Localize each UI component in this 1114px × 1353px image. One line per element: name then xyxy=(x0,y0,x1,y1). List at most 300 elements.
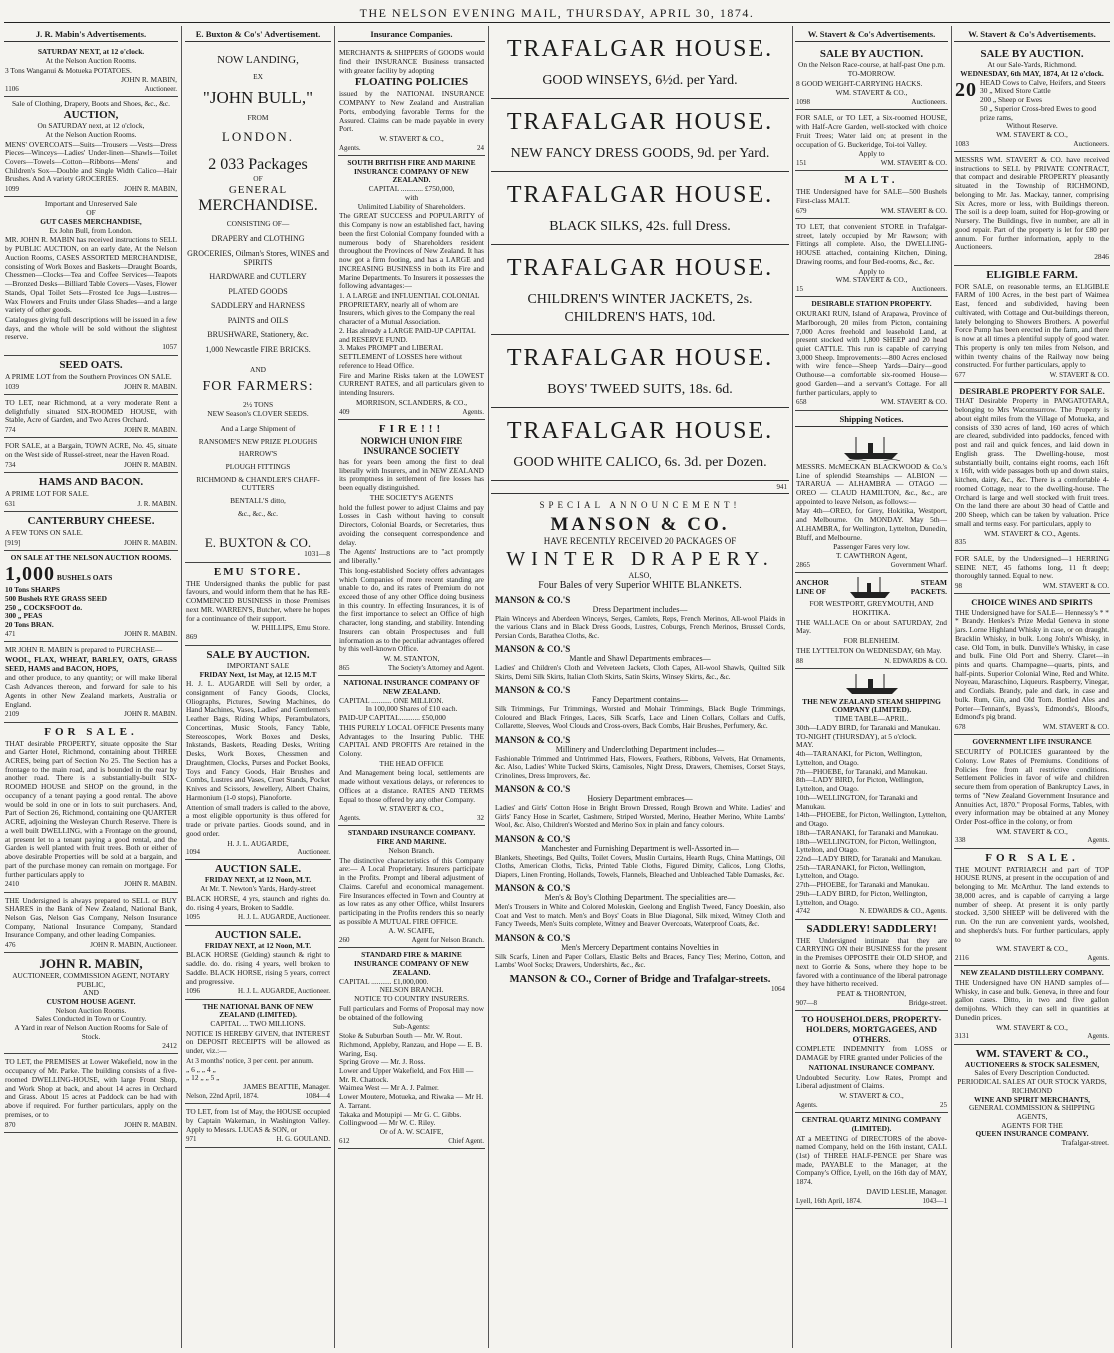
ad-seed-oats xyxy=(4,356,178,395)
manson-section-sub: Dress Department includes— xyxy=(592,604,688,614)
ad-sailing-list xyxy=(796,724,947,907)
ad-cheese xyxy=(4,512,178,551)
column-stavert-1 xyxy=(795,26,948,1348)
ad-item: SADDLERY and HARNESS xyxy=(211,301,305,311)
ad-clothing-sale xyxy=(4,97,178,197)
ad-agent: Waimea West — Mr A. J. Palmer. xyxy=(339,1083,439,1093)
ad-number: 24 xyxy=(477,143,484,152)
ad-item: PAINTS and OILS xyxy=(227,315,289,325)
ad-body: SECURITY of POLICIES guaranteed by the Colony. Low Rates of Premiums. Conditions of Policies free from all restrictive conditions. Settlement Policies in favor of wife and children secure them from operation of Bankruptcy Laws, in terms of "New Zealand Government Insurance and Annuities Act, 1870." Proposal Forms, Tables, with every information may be obtained at any Money Order Post-office in the colony, or from xyxy=(955,747,1109,826)
ad-title: GOVERNMENT LIFE INSURANCE xyxy=(972,737,1092,747)
ad-hams xyxy=(4,473,178,512)
manson-section xyxy=(495,784,785,829)
ad-agent: Richmond, Appleby, Ranzau, and Hope — E. B. Waring, Esq. xyxy=(339,1039,483,1058)
ad-sailing: 29th—LADY BIRD, for Picton, Wellington, Lyttelton, and Otago. xyxy=(796,888,928,907)
trafalgar-house-ad xyxy=(491,26,789,99)
ad-title: CENTRAL QUARTZ MINING COMPANY (LIMITED). xyxy=(801,1115,942,1133)
ad-number: 25 xyxy=(940,1100,947,1109)
ad-role: Agents. xyxy=(339,814,361,823)
ad-capital: CAPITAL ........... ONE MILLION. xyxy=(339,695,444,705)
masthead: THE NELSON EVENING MAIL, THURSDAY, APRIL 30, 1874. xyxy=(359,6,755,20)
ad-role: Auctioneers. xyxy=(911,98,947,107)
ad-ex: EX xyxy=(253,72,263,82)
ad-role: Auctioneers. xyxy=(1073,139,1109,148)
ad-advantage: 3. Makes PROMPT and LIBERAL SETTLEMENT of LOSSES here without reference to Head Office. xyxy=(339,343,463,370)
manson-section-sub: Hosiery Department embraces— xyxy=(587,794,693,804)
ad-body: A PRIME LOT from the Southern Provinces ON SALE. xyxy=(5,371,172,381)
ad-body: BLACK HORSE (Gelding) staunch & right to saddle. do. do. rising 4 years, well broken to Saddle. BLACK HORSE, rising 5 years, correct and progressive. xyxy=(186,950,330,986)
ad-body-2: And Management being local, settlements are made without vexatious delays, or references to Offices at a distance. RATES AND TERMS Equal to those offered by any other Company. xyxy=(339,768,484,804)
ad-signature: JOHN R. MABIN. xyxy=(124,629,177,638)
ad-role: Auctioneers. xyxy=(911,285,947,294)
manson-section-head: MANSON & CO.'S xyxy=(495,833,571,844)
ad-place: At Mr. T. Newton's Yards, Hardy-street xyxy=(200,884,316,894)
ad-instructions: The Agents' Instructions are to "act promptly and liberally." xyxy=(339,547,484,566)
ad-items: WOOL, FLAX, WHEAT, BARLEY, OATS, GRASS SEED, HAMS and BACON, HOPS, xyxy=(5,654,177,673)
ad-capital: CAPITAL ............ £750,000, xyxy=(368,184,455,194)
ad-body: TO LET, the PREMISES at Lower Wakefield, now in the occupancy of Mr. Parke. The building consists of a five-roomed DWELLING-HOUSE, with large Front Shop, and Work Shop at back, and about 14 acres in Orchard and Grass. About 15 acres at Paddock can be had with above if required. For further particulars, apply on the premises, or to xyxy=(5,1057,177,1119)
ad-title: SALE BY AUCTION. xyxy=(206,648,310,661)
ad-signature: A. W. SCAIFE, xyxy=(388,926,435,936)
trafalgar-house-ad xyxy=(491,408,789,481)
ad-company: NATIONAL INSURANCE COMPANY. xyxy=(808,1062,935,1072)
ad-note: Undoubted Security. Low Rates, Prompt and Liberal adjustment of Claims. xyxy=(796,1072,947,1091)
ad-signature: JOHN R. MABIN. xyxy=(124,710,177,719)
ad-apply: Apply to xyxy=(858,149,885,159)
ad-title: AUCTION SALE. xyxy=(214,928,302,941)
ad-six-roomed-house xyxy=(795,110,948,171)
manson-section-sub: Men's Mercery Department contains Novelties in xyxy=(561,942,719,952)
ad-number: 1106 xyxy=(5,85,19,94)
ad-line: 20 Tons BRAN. xyxy=(5,620,54,630)
ad-when: WEDNESDAY, 6th MAY, 1874, At 12 o'clock. xyxy=(960,68,1104,78)
ad-rate: At 3 months' notice, 3 per cent. per annum. xyxy=(186,1055,314,1065)
ad-body: 3 Tons Wanganui & Motueka POTATOES. xyxy=(5,65,132,75)
ad-body: H. J. L. AUGARDE will Sell by order, a consignment of Fancy Goods, Clocks, Oliographs, Pictures, Sewing Machines, do Hand Machines, Vases, Ladies' and Gentlemen's Leather Bags, Riding Whips, Perambulators, Concertinas, Music Stools, Fancy Table, Stereoscopes, Work Boxes and Desks, Inkstands, Baskets, Reading Desks, Writing Desks, Work Boxes, Chessmen and Draughtmen, Clocks, Purses and Pocket Books, Toys and Fancy Goods, Hair Brushes and Combs, Lustres and Vases, Cruet Stands, Pocket Knives and Scissors, Jewellery, Albert Chains, Harmonium (1-0 stops), Pianoforte. xyxy=(186,679,330,802)
ad-government-life xyxy=(954,735,1110,848)
trafalgar-ad-list xyxy=(491,26,789,481)
ad-role: Chief Agent. xyxy=(448,1136,484,1145)
card-office: Nelson Auction Rooms. xyxy=(55,1005,127,1015)
trafalgar-offer: GOOD WHITE CALICO, 6s. 3d. per Dozen. xyxy=(513,455,767,471)
ad-anchor-packets: PACKETS. xyxy=(910,587,947,597)
ad-received: HAVE RECENTLY RECEIVED 20 PACKAGES OF xyxy=(543,535,737,546)
card-sales: Sales of Every Description Conducted. xyxy=(974,1068,1090,1078)
ad-number: 260 xyxy=(339,936,350,945)
ad-number: 869 xyxy=(186,632,198,642)
ad-role: The Society's Attorney and Agent. xyxy=(388,663,484,672)
ad-number: 1096 xyxy=(186,987,200,996)
ad-title: FOR SALE. xyxy=(985,851,1079,864)
ad-title: FLOATING POLICIES xyxy=(354,76,469,89)
ad-winter-drapery: WINTER DRAPERY. xyxy=(506,547,774,570)
manson-section xyxy=(495,883,785,928)
ad-agent: Lower Moutere, Motueka, and Riwaka — Mr H. A. Tarrant. xyxy=(339,1092,484,1110)
card-general: GENERAL COMMISSION & SHIPPING AGENTS, xyxy=(969,1103,1095,1122)
ad-role: Government Wharf. xyxy=(890,560,947,569)
ad-oats-sale xyxy=(4,551,178,642)
ad-body: has for years been among the first to deal liberally with Insurers, and in NEW ZEALAND its promptness in settlement of fire losses has been equally distinguished. xyxy=(339,456,484,493)
ad-title: CHOICE WINES AND SPIRITS xyxy=(971,597,1093,608)
ad-wallace: THE WALLACE On or about SATURDAY, 2nd May. xyxy=(796,617,947,636)
ad-role: Agents. xyxy=(1087,836,1109,845)
column-trafalgar-manson xyxy=(491,26,789,1348)
ad-consisting: CONSISTING OF— xyxy=(226,219,290,229)
ad-distillery xyxy=(954,966,1110,1044)
ad-destination: FOR WESTPORT, GREYMOUTH, AND HOKITIKA. xyxy=(809,599,934,617)
ad-heading: AUCTION, xyxy=(63,109,119,122)
ad-number: 2412 xyxy=(162,1040,177,1050)
ad-reserve: Without Reserve. xyxy=(1006,121,1058,131)
ad-when: FRIDAY Next, 1st May, at 12.15 M.T xyxy=(199,669,317,679)
ad-etc: &c., &c., &c. xyxy=(237,508,279,518)
ad-number: 2865 xyxy=(796,560,810,569)
ad-number: 1057 xyxy=(162,342,177,352)
ad-packages: 2 033 Packages xyxy=(208,155,308,173)
ad-signature: J. R. MABIN. xyxy=(137,499,177,508)
ad-title: SEED OATS. xyxy=(59,358,123,371)
ad-line: 250 „ COCKSFOOT do. xyxy=(5,602,83,612)
ad-signature: JOHN R. MABIN. xyxy=(124,1120,177,1129)
ad-buxton-landing xyxy=(185,45,331,563)
ad-number: 1098 xyxy=(796,98,810,107)
steamship-icon xyxy=(844,674,900,696)
ad-signature: W. STAVERT & CO., xyxy=(379,804,444,814)
ad-body: AT a MEETING of DIRECTORS of the above-named Company, held on the 16th instant, CALL (1st) of THREE HALF-PENCE per Share was made, PAYABLE to the Manager, at the Company's Office, Lyell, on the 16th day of MAY, 1874. xyxy=(796,1133,947,1187)
ad-big-unit: BUSHELS OATS xyxy=(56,572,113,582)
ad-number: 677 xyxy=(955,371,966,380)
ad-title: SALE BY AUCTION. xyxy=(819,48,924,61)
ad-of: OF xyxy=(86,208,96,218)
shipping-header: Shipping Notices. xyxy=(795,411,948,427)
ad-line: 500 Bushels RYE GRASS SEED xyxy=(5,594,108,603)
ad-branch: NELSON BRANCH. xyxy=(379,985,444,995)
ad-pangatotara xyxy=(954,383,1110,551)
ad-notice: NOTICE TO COUNTRY INSURERS. xyxy=(354,994,469,1004)
ad-richmond-property xyxy=(954,152,1110,266)
ad-body: THE Undersigned intimate that they are CARRYING ON their BUSINESS for the present in the Premises OPPOSITE their OLD SHOP, and next to Gorrie & Sons, where they hope to be favored with a continuance of the liberal patronage they have hitherto received. xyxy=(796,935,947,989)
manson-section-body: Ladies' and Girls' Cotton Hose in Bright Brown Dressed, Rough Brown and White. Ladies' and Girls' Fancy Hose in Scarlet, Cashmere, Striped Worsted, Merino, Heather Merino, White Lambs' Wool, &c. Also, Children's Worsted and Merino Sox in plain and fancy colours. xyxy=(495,804,785,830)
card-agent: CUSTOM HOUSE AGENT. xyxy=(46,997,136,1006)
ad-body: THE Undersigned have ON HAND samples of— Whisky, in case and bulk. Geneva, in three and four gallon cases. Ditto, in two and five gallon demijohns. Which they can sell in quantities at Dunedin prices. xyxy=(955,977,1109,1022)
column-header: Insurance Companies. xyxy=(338,26,485,42)
ad-note: Attention of small traders is called to the above, a most eligible opportunity is thus offered for trade or private parties. Goods sound, and in good order. xyxy=(186,802,330,838)
ad-number: 1084—4 xyxy=(305,1091,330,1100)
ad-number: 4742 xyxy=(796,907,810,916)
ad-signature: JOHN R. MABIN. xyxy=(124,382,177,391)
manson-section-head: MANSON & CO.'S xyxy=(495,685,571,696)
trafalgar-offer: NEW FANCY DRESS GOODS, 9d. per Yard. xyxy=(510,146,770,162)
ad-auction-horses-1 xyxy=(185,860,331,925)
ad-eligible-farm xyxy=(954,266,1110,384)
ad-number: 1043—1 xyxy=(922,1196,947,1205)
ad-item: BRUSHWARE, Stationery, &c. xyxy=(207,330,309,340)
ad-signature: W. M. STANTON, xyxy=(383,654,440,664)
ad-signature: MORRISON, SCLANDERS, & CO., xyxy=(355,397,468,407)
ad-signature: Or of A. W. SCAIFE, xyxy=(379,1127,444,1137)
ad-number: 409 xyxy=(339,407,350,416)
ad-signature: JOHN R. MABIN. xyxy=(124,538,177,547)
ad-role: Auctioneer. xyxy=(144,85,177,94)
ad-corner: MANSON & CO., Corner of Bridge and Trafalgar-streets. xyxy=(509,973,771,985)
ad-anchor-right: STEAM xyxy=(920,578,947,588)
trafalgar-house-ad xyxy=(491,99,789,172)
ad-body: NOTICE IS HEREBY GIVEN, that INTEREST on DEPOSIT RECEIPTS will be allowed as under, viz.:— xyxy=(186,1028,330,1056)
ad-date: Lyell, 16th April, 1874. xyxy=(796,1196,862,1205)
ad-farmers: FOR FARMERS: xyxy=(202,378,314,394)
ad-signature: WM. STAVERT & CO. xyxy=(880,158,947,167)
ad-liability: Unlimited Liability of Shareholders. xyxy=(357,201,466,211)
manson-section xyxy=(495,735,785,780)
ad-title: FOR SALE. xyxy=(44,725,138,738)
column-stavert-2 xyxy=(954,26,1110,1348)
ad-harrows: HARROW'S xyxy=(238,449,278,459)
ad-agent: Stoke & Suburban South — Mr. W. Rout. xyxy=(339,1031,463,1041)
ad-body: COMPLETE INDEMNITY from LOSS or DAMAGE by FIRE granted under Policies of the xyxy=(796,1044,947,1063)
ad-body: THE MOUNT PATRIARCH and part of TOP HOUSE RUNS, at present in the occupation of and belonging to Mr. McArthur. The land extends to 38,000 acres, and is capable of carrying a large number of sheep. At present it is only partly stocked. 3,500 SHEEP will be delivered with the run. On the run are convenient yards, woolshed, and shepherds's huts. For further particulars, apply to xyxy=(955,864,1109,944)
ad-signature: W. STAVERT & CO., xyxy=(379,133,444,143)
manson-section-sub: Mantle and Shawl Departments embraces— xyxy=(569,654,711,664)
ad-firm: E. BUXTON & CO. xyxy=(204,534,312,550)
ad-title: ELIGIBLE FARM. xyxy=(986,268,1078,281)
ad-number: 658 xyxy=(796,398,807,407)
trafalgar-title: TRAFALGAR HOUSE. xyxy=(506,181,774,208)
ad-mount-patriarch xyxy=(954,849,1110,967)
ad-agents-head: Sub-Agents: xyxy=(393,1022,430,1032)
ad-note: Catalogues giving full descriptions will be issued in a few days, and the whole will be sold without the slightest reserve. xyxy=(5,314,177,342)
ad-when: On SATURDAY next, at 12 o'clock, xyxy=(37,121,145,131)
ad-anchor-left: ANCHOR xyxy=(796,578,829,588)
ad-item: 1,000 Newcastle FIRE BRICKS. xyxy=(205,344,311,354)
ad-title: AUCTION SALE. xyxy=(214,863,302,876)
ad-line: 10 Tons SHARPS xyxy=(5,585,61,595)
ad-number: 471 xyxy=(5,629,16,638)
ad-body: MERCHANTS & SHIPPERS of GOODS would find their INSURANCE Business transacted with greater facility by adopting xyxy=(339,48,484,75)
ad-and: AND xyxy=(249,365,266,375)
ad-also: ALSO, xyxy=(628,570,652,580)
ad-body-2: issued by the NATIONAL INSURANCE COMPANY to New Zealand and Australian Ports, embodying favorable Terms for the Assured. Claims can be made payable in every Port. xyxy=(339,89,484,134)
ad-title: STANDARD FIRE & MARINE INSURANCE COMPANY OF NEW ZEALAND. xyxy=(354,950,469,977)
manson-section-sub: Fancy Department contains— xyxy=(592,695,688,705)
ad-intro: MR JOHN R. MABIN is prepared to PURCHASE— xyxy=(5,645,163,655)
ad-signature: WM. STAVERT & CO., xyxy=(835,88,908,98)
ad-number: 679 xyxy=(796,206,807,215)
ad-item: HARDWARE and CUTLERY xyxy=(209,272,307,282)
manson-section xyxy=(495,933,785,970)
ad-body: THAT Desirable Property in PANGATOTARA, belonging to Mrs Wacomsurrow. The Property is about eight miles from the Village of Motueka, and consists of 330 acres of land, 160 acres of which are cleared, subdivided into paddocks, fenced with post and rail and quick fences, and laid down in English grass. The Dwelling-house, most substantially built, contains eight rooms, each 16ft x 16ft, with wide passages both up and down stairs, kitchen, dairy, &c., &c. There is a comfortable 4-roomed Cottage, near to the dwelling-house. The Orchard is large and well stocked with fruit trees. On the land there are about 30 head of Cattle and 200 Sheep, which can be taken by valuation. Price small and terms easy. For particulars, apply to xyxy=(955,396,1109,528)
ad-signature: N. EDWARDS & CO. xyxy=(884,656,947,665)
ad-london: LONDON. xyxy=(221,128,295,144)
trafalgar-title: TRAFALGAR HOUSE. xyxy=(506,417,774,444)
card-street: Trafalgar-street. xyxy=(1061,1138,1109,1148)
ad-line: 200 „ Sheep or Ewes xyxy=(980,95,1042,105)
ad-clover: NEW Season's CLOVER SEEDS. xyxy=(207,409,309,419)
ad-lyttelton: THE LYTTELTON On WEDNESDAY, 6th May. xyxy=(796,645,942,655)
ad-agent: Lower and Upper Wakefield, and Fox Hill — Mr. R. Chattock. xyxy=(339,1065,474,1084)
ad-signature: DAVID LESLIE, Manager. xyxy=(866,1186,947,1196)
ad-role: Auctioneer. xyxy=(297,848,330,857)
ad-special: SPECIAL ANNOUNCEMENT! xyxy=(539,499,741,510)
ad-body: A FEW TONS ON SALE. xyxy=(5,527,83,537)
ad-body: Full particulars and Forms of Proposal may now be obtained of the following xyxy=(339,1003,484,1022)
ad-role: Agents. xyxy=(1087,1032,1109,1041)
ad-signature: JOHN R. MABIN, Auctioneer. xyxy=(90,941,177,950)
ad-title: ON SALE AT THE NELSON AUCTION ROOMS. xyxy=(10,552,172,562)
manson-section-sub: Manchester and Furnishing Department is well-Assorted in— xyxy=(541,843,739,853)
ad-paid: PAID-UP CAPITAL........... £50,000 xyxy=(339,713,446,723)
ad-number: 15 xyxy=(796,285,803,294)
ad-number: 338 xyxy=(955,836,966,845)
ad-title: NORWICH UNION FIRE INSURANCE SOCIETY xyxy=(360,435,463,457)
ad-saddlery xyxy=(795,920,948,1011)
ad-capital: CAPITAL ... TWO MILLIONS. xyxy=(210,1019,306,1028)
ad-title: DESIRABLE PROPERTY FOR SALE. xyxy=(959,386,1105,397)
ad-signature: H. J. L. AUGARDE, Auctioneer. xyxy=(238,987,330,996)
ad-signature: WM. STAVERT & CO. xyxy=(1042,582,1109,591)
ad-stavert-card xyxy=(954,1045,1110,1151)
card-name: JOHN R. MABIN, xyxy=(39,956,143,972)
ad-sailing: 27th—PHOEBE, for Taranaki and Manukau. xyxy=(796,880,930,890)
column-header: J. R. Mabin's Advertisements. xyxy=(4,26,178,42)
ad-number: 734 xyxy=(5,460,16,469)
card-wine: WINE AND SPIRIT MERCHANTS, xyxy=(973,1094,1091,1104)
ad-national-insurance xyxy=(338,676,485,826)
ad-line: HEAD Cows to Calve, Heifers, and Steers xyxy=(980,77,1106,87)
ad-signature: WM. STAVERT & CO. xyxy=(880,398,947,407)
card-queen: QUEEN INSURANCE COMPANY. xyxy=(975,1129,1089,1139)
ad-number: 1064 xyxy=(771,984,785,993)
ad-wines-spirits xyxy=(954,594,1110,735)
ad-note: Passenger Fares very low. xyxy=(833,542,910,552)
ad-hacks-sale xyxy=(795,45,948,110)
ad-south-british xyxy=(338,156,485,420)
ad-agent: Takaka and Motupipi — Mr G. C. Gibbs. xyxy=(339,1109,462,1119)
ad-signature: WM. STAVERT & CO. xyxy=(880,206,947,215)
ad-body: MESSRS WM. STAVERT & CO. have received instructions to SELL by PRIVATE CONTRACT, that compact and desirable PROPERTY pleasantly situated in the Township of RICHMOND, belonging to Mr. Jas. Mackay, tanner, comprising Six Acres, more or less, with Buildings thereon. The soil is a deep loam, suited for Hop-growing or Nursery. The Buildings, five in number, are all in good repair. Part of the property is let for £80 per annum. For further information, apply to the Auctioneers. xyxy=(955,154,1109,252)
ad-subtitle: THE SOCIETY'S AGENTS xyxy=(369,492,454,502)
ad-sailing: 8th—LADY BIRD, for Picton, Wellington, Lyttelton, and Otago. xyxy=(796,775,924,794)
ad-purchase xyxy=(4,642,178,722)
ad-householders xyxy=(795,1011,948,1113)
ad-number: 678 xyxy=(955,723,966,732)
ad-signature: WM. STAVERT & CO., xyxy=(835,275,908,285)
ad-lower-wakefield xyxy=(4,1054,178,1132)
manson-section-body: Silk Trimmings, Fur Trimmings, Worsted and Mohair Trimmings, Black Bugle Trimmings, Coloured and Black Fringes, Laces, Silk Scarfs, Lace and Linen Collars, Collars and Cuffs, Collarette, Sleeves, Wool Clouds and Cross-overs, Back Combs, Hair Brushes, Perfumery, &c. xyxy=(495,705,785,731)
ad-signature: H. J. L. AUGARDE, xyxy=(227,838,289,848)
ad-signature: WM. STAVERT & CO., xyxy=(996,826,1068,836)
manson-section xyxy=(495,834,785,879)
ad-mcmeckan xyxy=(795,430,948,573)
ad-line: 300 „ PEAS xyxy=(5,611,43,621)
ad-title: NATIONAL INSURANCE COMPANY OF NEW ZEALAND. xyxy=(343,678,480,696)
ad-body-2: hold the fullest power to adjust Claims and pay Losses in Cash without having to consult Directors, Colonial Boards, or Secretaries, thus avoiding the consequent correspondence and delay. xyxy=(339,502,484,547)
ad-fire: FIRE!!! xyxy=(378,422,445,435)
ad-place: On the Nelson Race-course, at half-past One p.m. TO-MORROW. xyxy=(798,60,945,78)
ad-number: 1083 xyxy=(955,139,969,148)
ad-body: THE Undersigned have for SALE—500 Bushels First-class MALT. xyxy=(796,187,947,205)
column-header: E. Buxton & Co's' Advertisement. xyxy=(185,26,331,42)
ad-number: 88 xyxy=(796,656,803,665)
ad-sailing: 14th—PHOEBE, for Picton, Wellington, Lyttelton, and Otago. xyxy=(796,810,947,829)
ad-item-list xyxy=(186,234,330,354)
ad-shares: In 100,000 Shares of £10 each. xyxy=(365,704,458,714)
ad-when: FRIDAY NEXT, at 12 Noon, M.T. xyxy=(204,940,312,950)
ad-place: At the Nelson Auction Rooms. xyxy=(45,129,137,139)
manson-section-head: MANSON & CO.'S xyxy=(495,644,571,655)
ad-herring-net xyxy=(954,551,1110,594)
trafalgar-title: TRAFALGAR HOUSE. xyxy=(506,254,774,281)
ad-number: 2410 xyxy=(5,880,19,889)
ad-big-number: 1,000 xyxy=(5,562,55,585)
trafalgar-house-ad xyxy=(491,245,789,335)
ad-signature: JAMES BEATTIE, Manager. xyxy=(243,1082,330,1092)
ad-subtitle: GUT CASES MERCHANDISE, xyxy=(40,216,142,226)
ad-agent: Collingwood — Mr W. C. Riley. xyxy=(339,1118,436,1128)
ad-head-office: THE HEAD OFFICE xyxy=(379,758,444,768)
ad-signature: PEAT & THORNTON, xyxy=(836,989,907,998)
card-agents-for: AGENTS FOR THE xyxy=(1001,1120,1063,1130)
ad-item: DRAPERY and CLOTHING xyxy=(211,234,305,244)
steamship-icon xyxy=(842,435,902,461)
ad-role: Agents. xyxy=(796,1100,818,1109)
ad-advantage-list xyxy=(339,292,484,371)
ad-line: 30 „ Mixed Store Cattle xyxy=(980,86,1051,96)
ad-body: MESSRS. McMECKAN BLACKWOOD & Co.'s Line of splendid Steamships — ALBION — TARARUA — ALHAMBRA — OTAGO — OREO — CLAUD HAMILTON, &c., &c., are appointed to leave Nelson, as follows:— xyxy=(796,461,947,506)
ad-anchor-line xyxy=(795,573,948,669)
ad-body: FOR SALE, or TO LET, a Six-roomed HOUSE, with Half-Acre Garden, well-stocked with choice Fruit Trees; Water laid on; at present in the occupation of G. Buckeridge, Toi-toi Valley. xyxy=(796,113,947,149)
ad-number: 1039 xyxy=(5,382,19,391)
ad-number: 835 xyxy=(955,537,967,547)
ad-sailings: May 4th—OREO, for Grey, Hokitika, Westport, and Melbourne. On MONDAY. May 5th—ALHAMBRA, for Wellington, Lyttelton, Dunedin, Bluff, and Melbourne. xyxy=(796,506,947,542)
ad-title: SOUTH BRITISH FIRE AND MARINE INSURANCE COMPANY OF NEW ZEALAND. xyxy=(347,157,476,185)
trafalgar-title: TRAFALGAR HOUSE. xyxy=(506,36,774,62)
ad-cattle-sale xyxy=(954,45,1110,152)
ad-signature: W. STAVERT & CO., xyxy=(839,1091,904,1101)
ad-sailing: 10th—WELLINGTON, for Taranaki and Manukau. xyxy=(796,792,918,811)
ad-agent-list xyxy=(339,1032,484,1128)
ad-timetable: TIME TABLE—APRIL. xyxy=(834,714,909,724)
ad-town-acre xyxy=(4,438,178,473)
ad-title: HAMS AND BACON. xyxy=(38,476,144,489)
ad-body: and other produce, to any quantity; or will make liberal Cash Advances thereon, and forward for sale to his Agents in other New Zealand markets, Australia or England. xyxy=(5,673,177,709)
column-buxton xyxy=(185,26,331,1348)
column-mabin xyxy=(4,26,178,1348)
ad-number: 1099 xyxy=(5,185,19,194)
card-country: Sales Conducted in Town or Country. xyxy=(35,1014,147,1024)
ad-branch: Nelson Branch. xyxy=(388,845,435,855)
ad-title: NEW ZEALAND DISTILLERY COMPANY. xyxy=(960,968,1104,978)
ad-number: 151 xyxy=(796,158,807,167)
ad-role: Agents. xyxy=(339,143,361,152)
ad-signature: WM. STAVERT & CO., Agents. xyxy=(983,528,1080,538)
manson-section-body: Blankets, Sheetings, Bed Quilts, Toilet Covers, Muslin Curtains, Hearth Rugs, China Mattings, Oil Cloths, American Cloths, Ticks, Printed Table Cloths, Figured Dimity, Calicos, Long Cloths, Diapers, Linen Fronting, Hollands, Towels, Flannels, Bleached and Unbleached Table Damasks, &c. xyxy=(495,853,785,879)
ad-central-quartz xyxy=(795,1113,948,1209)
ad-landing: NOW LANDING, xyxy=(217,54,299,67)
ad-fittings: PLOUGH FITTINGS xyxy=(225,462,291,471)
ad-blenheim: FOR BLENHEIM. xyxy=(843,636,900,646)
ad-title: THE NATIONAL BANK OF NEW ZEALAND (LIMITED). xyxy=(202,1001,314,1020)
ad-signature: N. EDWARDS & CO., Agents. xyxy=(859,907,947,916)
ad-blankets: Four Bales of very Superior WHITE BLANKETS. xyxy=(538,579,742,591)
ad-body: TO LET, near Richmond, at a very moderate Rent a delightfully situated SIX-ROOMED HOUSE, with Stable, Acre of Garden, and Two Acres Orchard. xyxy=(5,397,177,425)
ad-number: 98 xyxy=(955,582,962,591)
ad-title: TO HOUSEHOLDERS, PROPERTY-HOLDERS, MORTGAGEES, AND OTHERS. xyxy=(801,1013,942,1045)
card-name: WM. STAVERT & CO., xyxy=(975,1047,1089,1060)
ad-title: EMU STORE. xyxy=(213,565,303,578)
ad-number: 774 xyxy=(5,426,16,435)
trafalgar-title: TRAFALGAR HOUSE. xyxy=(506,108,774,135)
ad-number: 2846 xyxy=(1094,252,1109,262)
